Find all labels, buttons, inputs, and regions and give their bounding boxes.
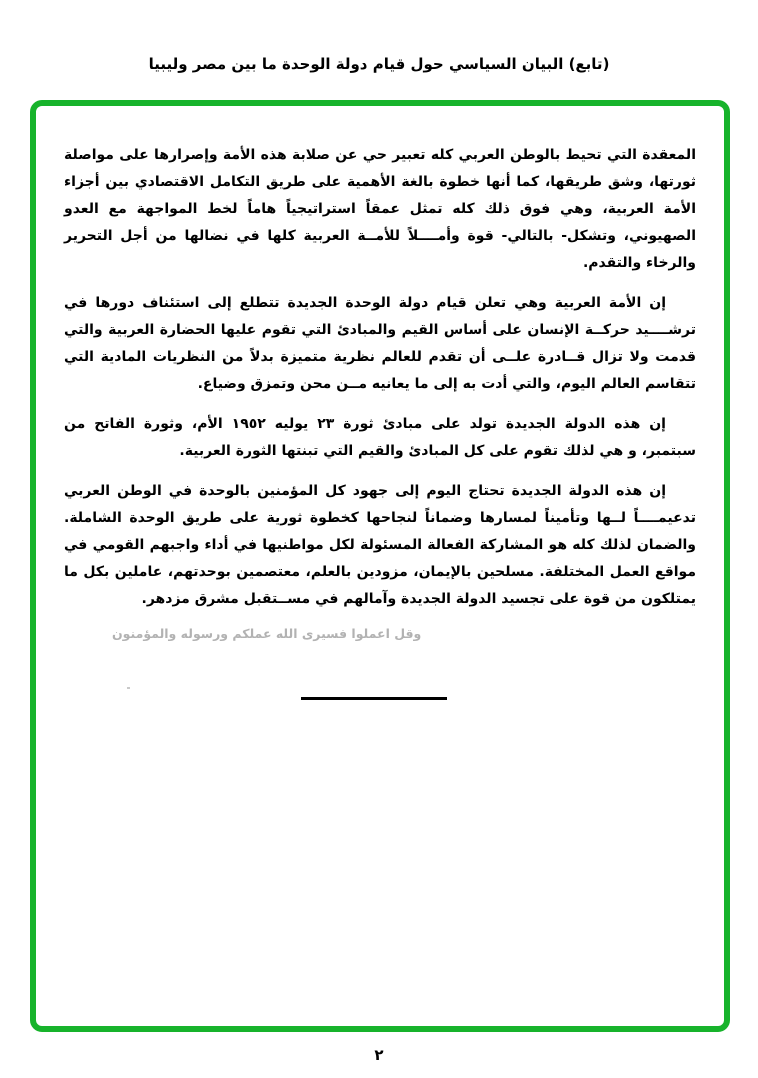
signature-divider [301, 697, 447, 700]
body-paragraph: إن هذه الدولة الجديدة تولد على مبادئ ثورة ٢٣ يوليه ١٩٥٢ الأم، وثورة الفاتح من سبتمبر، و هي لذلك تقوم على كل المبادئ والقيم التي تبنتها الثورة العربية. [64, 416, 696, 459]
document-body [36, 106, 724, 700]
body-paragraph: إن الأمة العربية وهي تعلن قيام دولة الوحدة الجديدة تتطلع إلى استئناف دورها في ترشــــيد حركــة الإنسان على أساس القيم والمبادئ التي تقوم عليها الحضارة العربية والتي قدمت ولا تزال قــادرة علــى أن تقدم للعالم نظرية متميزة بدلاً من النظريات المادية التي تتقاسم العالم اليوم، والتي أدت به إلى ما يعانيه مــن محن وتمزق وضياع. [64, 295, 696, 392]
quran-verse: وقل اعملوا فسيرى الله عملكم ورسوله والمؤمنون [112, 626, 422, 641]
body-paragraph: المعقدة التي تحيط بالوطن العربي كله تعبير حي عن صلابة هذه الأمة وإصرارها على مواصلة ثورتها، وشق طريقها، كما أنها خطوة بالغة الأهمية على طريق التكامل الاقتصادي بين أجزاء الأمة العربية، وهي فوق ذلك كله تمثل عمقاً استراتيجياً هاماً لخط المواجهة مع العدو الصهيوني، وتشكل- بالتالي- قوة وأمــــلاً للأمــة العربية كلها في نضالها من أجل التحرير والرخاء والتقدم. [64, 147, 696, 271]
document-frame [30, 100, 730, 1032]
body-paragraph: إن هذه الدولة الجديدة تحتاج اليوم إلى جهود كل المؤمنين بالوحدة في الوطن العربي تدعيمــــاً لــها وتأميناً لمسارها وضماناً لنجاحها كخطوة ثورية على طريق الوحدة الشاملة. والضمان لذلك كله هو المشاركة الفعالة المسئولة لكل مواطنيها في أداء واجبهم القومي في مواقع العمل المختلفة. مسلحين بالإيمان، مزودين بالعلم، معتصمين بوحدتهم، عاملين بكل ما يمتلكون من قوة على تجسيد الدولة الجديدة وآمالهم في مســتقبل مشرق مزدهر. [64, 483, 696, 607]
page-number: ٢ [374, 1046, 384, 1064]
scan-speck [127, 687, 130, 689]
page-title: (تابع) البيان السياسي حول قيام دولة الوحدة ما بين مصر وليبيا [148, 55, 610, 73]
